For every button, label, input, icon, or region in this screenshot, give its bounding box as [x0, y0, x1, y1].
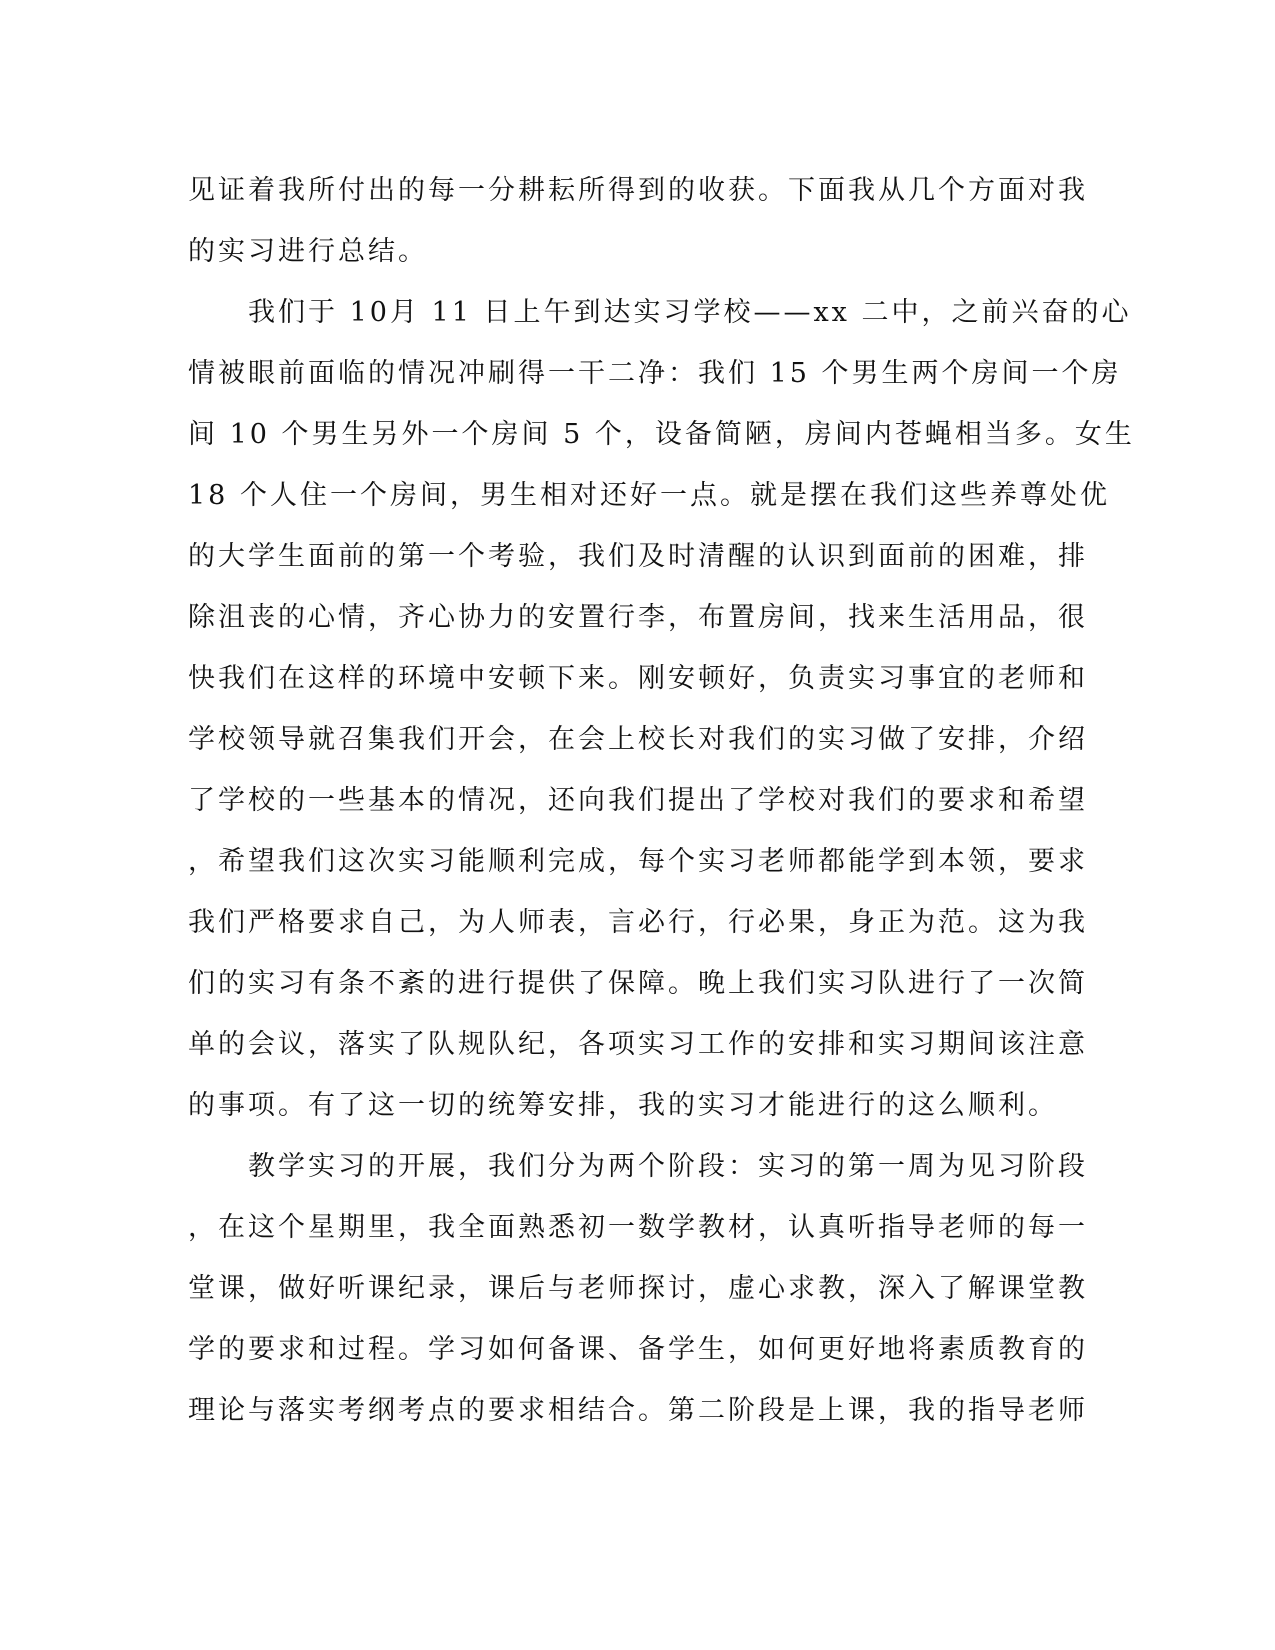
text-line-4: 情被眼前面临的情况冲刷得一干二净：我们 15 个男生两个房间一个房	[188, 358, 1122, 389]
text-line-5: 间 10 个男生另外一个房间 5 个，设备简陋，房间内苍蝇相当多。女生	[188, 419, 1135, 450]
text-line-9: 快我们在这样的环境中安顿下来。刚安顿好，负责实习事宜的老师和	[188, 663, 1088, 694]
text-line-20: 学的要求和过程。学习如何备课、备学生，如何更好地将素质教育的	[188, 1334, 1088, 1365]
text-line-16: 的事项。有了这一切的统筹安排，我的实习才能进行的这么顺利。	[188, 1090, 1058, 1121]
text-line-18: ，在这个星期里，我全面熟悉初一数学教材，认真听指导老师的每一	[188, 1212, 1088, 1243]
text-line-12: ，希望我们这次实习能顺利完成，每个实习老师都能学到本领，要求	[188, 846, 1088, 877]
text-line-8: 除沮丧的心情，齐心协力的安置行李，布置房间，找来生活用品，很	[188, 602, 1088, 633]
text-line-21: 理论与落实考纲考点的要求相结合。第二阶段是上课，我的指导老师	[188, 1395, 1088, 1426]
text-line-19: 堂课，做好听课纪录，课后与老师探讨，虚心求教，深入了解课堂教	[188, 1273, 1088, 1304]
text-line-14: 们的实习有条不紊的进行提供了保障。晚上我们实习队进行了一次简	[188, 968, 1088, 999]
text-line-1: 见证着我所付出的每一分耕耘所得到的收获。下面我从几个方面对我	[188, 175, 1088, 206]
text-line-10: 学校领导就召集我们开会，在会上校长对我们的实习做了安排，介绍	[188, 724, 1088, 755]
text-line-6: 18 个人住一个房间，男生相对还好一点。就是摆在我们这些养尊处优	[188, 480, 1110, 511]
text-line-7: 的大学生面前的第一个考验，我们及时清醒的认识到面前的困难，排	[188, 541, 1088, 572]
text-line-15: 单的会议，落实了队规队纪，各项实习工作的安排和实习期间该注意	[188, 1029, 1088, 1060]
paragraph-start-line: 我们于 10月 11 日上午到达实习学校——xx 二中，之前兴奋的心	[188, 297, 1132, 328]
text-line-13: 我们严格要求自己，为人师表，言必行，行必果，身正为范。这为我	[188, 907, 1088, 938]
paragraph-start-line: 教学实习的开展，我们分为两个阶段：实习的第一周为见习阶段	[188, 1151, 1088, 1182]
text-line-2: 的实习进行总结。	[188, 236, 428, 267]
text-line-11: 了学校的一些基本的情况，还向我们提出了学校对我们的要求和希望	[188, 785, 1088, 816]
body-text	[188, 160, 1135, 1441]
